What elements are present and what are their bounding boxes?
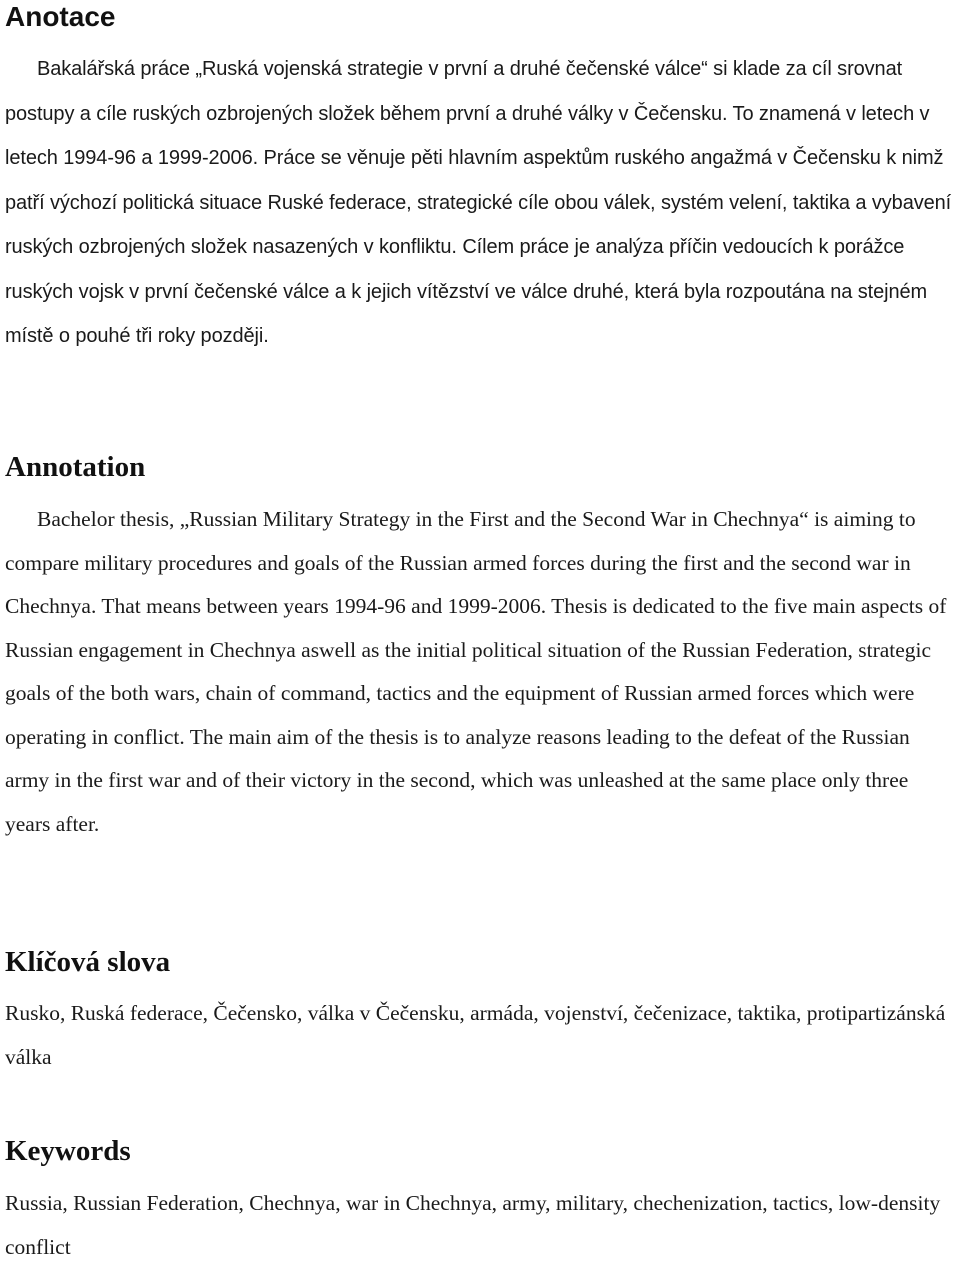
klicova-slova-list: Rusko, Ruská federace, Čečensko, válka v Čečensku, armáda, vojenství, čečenizace, taktika, protipartizánská válka bbox=[5, 1001, 946, 1069]
anotace-heading: Anotace bbox=[5, 1, 116, 32]
anotace-text-part-1: Bakalářská práce „Ruská vojenská strategie v první a druhé čečenské válce“ si klade za cíl srovnat postupy a cíle ruských ozbrojených složek během první a druhé války v Čečensku. To znamená v letech v letech 1994-96 a 1999-2006. bbox=[5, 58, 930, 169]
annotation-paragraph: Bachelor thesis, „Russian Military Strategy in the First and the Second War in Chechnya“ is aiming to compare military procedures and goals of the Russian armed forces during the first and the second war in Chechnya. That means between years 1994-96 and 1999-2006. Thesis is dedicated to the five main aspects of Russian engagement in Chechnya aswell as the initial political situation of the Russian Federation, strategic goals of the both wars, chain of command, tactics and the equipment of Russian armed forces which were operating in conflict. The main aim of the thesis is to analyze reasons leading to the defeat of the Russian army in the first war and of their victory in the second, which was unleashed at the same place only three years after. bbox=[5, 507, 947, 836]
klicova-slova-heading: Klíčová slova bbox=[5, 946, 171, 978]
annotation-heading: Annotation bbox=[5, 451, 146, 483]
keywords-list: Russia, Russian Federation, Chechnya, war in Chechnya, army, military, chechenization, tactics, low-density conflict bbox=[5, 1191, 941, 1259]
anotace-paragraph bbox=[5, 47, 954, 359]
keywords-heading: Keywords bbox=[5, 1135, 131, 1167]
anotace-text-part-2: Práce se věnuje pěti hlavním aspektům ruského angažmá v Čečensku k nimž patří výchozí politická situace Ruské federace, strategické cíle obou válek, systém velení, taktika a vybavení ruských ozbrojených složek nasazených v konfliktu. Cílem práce je analýza příčin vedoucích k porážce ruských vojsk v první čečenské válce a k jejich vítězství ve válce druhé, která byla rozpoutána na stejném místě o pouhé tři roky později. bbox=[5, 147, 952, 347]
